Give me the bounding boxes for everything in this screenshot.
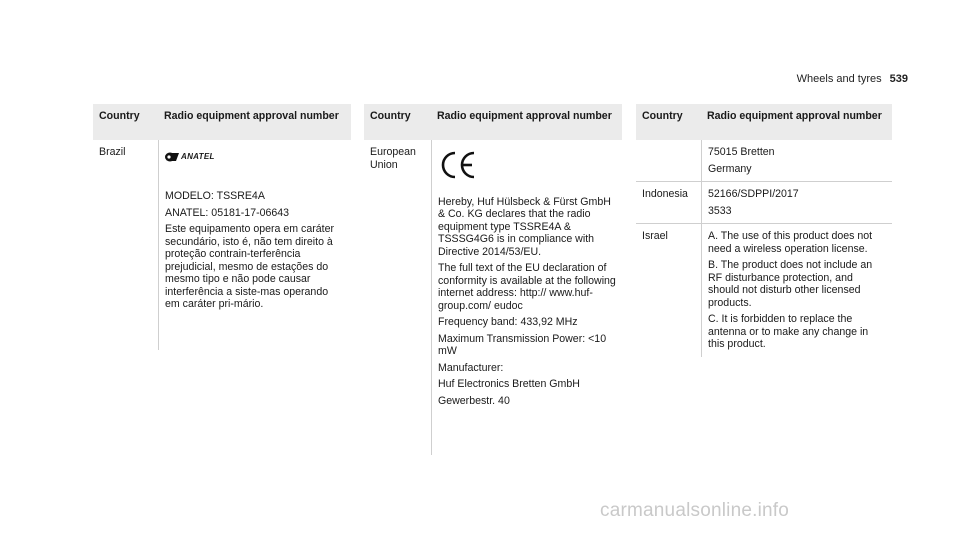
- table-row: [364, 140, 622, 455]
- approval-cell: [701, 224, 892, 357]
- text-line: 75015 Bretten: [708, 146, 775, 158]
- anatel-logo: [165, 150, 345, 164]
- text-line: MODELO: TSSRE4A: [165, 190, 265, 202]
- text-line: A. The use of this product does not need a wireless operation license.: [708, 230, 873, 255]
- country-cell: Indonesia: [642, 188, 688, 200]
- table-header: [93, 104, 351, 140]
- text-line: Frequency band: 433,92 MHz: [438, 316, 578, 328]
- ce-mark-icon: [438, 150, 478, 180]
- table-header: [636, 104, 892, 140]
- country-cell: Israel: [642, 230, 668, 242]
- approval-header: Radio equipment approval number: [707, 110, 882, 122]
- text-line: B. The product does not include an RF disturbance protection, and should not disturb other licensed products.: [708, 259, 873, 309]
- anatel-logo-text: ANATEL: [181, 151, 215, 161]
- text-line: 3533: [708, 204, 732, 217]
- page-number: 539: [889, 73, 908, 85]
- text-line: ANATEL: 05181-17-06643: [165, 206, 290, 219]
- text-line: Maximum Transmission Power: <10 mW: [438, 332, 607, 357]
- text-line: 52166/SDPPI/2017: [708, 188, 799, 200]
- text-line: Germany: [708, 162, 752, 175]
- country-header: Country: [370, 110, 411, 122]
- approval-table-cont: [636, 104, 892, 357]
- country-cell: [636, 140, 701, 181]
- approval-table-eu: [364, 104, 622, 455]
- approval-cell: [701, 182, 892, 223]
- table-row: [93, 140, 351, 350]
- table-row: [636, 181, 892, 223]
- country-header: Country: [642, 110, 683, 122]
- text-line: The full text of the EU declaration of conformity is available at the following internet address: http:// www.huf-group.com/ eudoc: [438, 262, 616, 312]
- approval-table-brazil: [93, 104, 351, 350]
- text-line: Gewerbestr. 40: [438, 394, 510, 407]
- approval-header: Radio equipment approval number: [437, 110, 612, 122]
- text-line: Este equipamento opera em caráter secundário, isto é, não tem direito à proteção contrain-terferência prejudicial, mesmo de estações do mesmo tipo e não pode causar interferência a siste-mas operando em caráter pri-mário.: [165, 223, 335, 310]
- approval-header: Radio equipment approval number: [164, 110, 339, 122]
- approval-cell: [158, 140, 351, 350]
- section-title: Wheels and tyres: [796, 73, 882, 85]
- watermark: carmanualsonline.info: [600, 500, 790, 521]
- table-row: [636, 140, 892, 181]
- approval-cell: [431, 140, 622, 455]
- text-line: Hereby, Huf Hülsbeck & Fürst GmbH & Co. KG declares that the radio equipment type TSSRE4A & TSSSG4G6 is in compliance with Directive 2014/53/EU.: [438, 195, 611, 258]
- table-header: [364, 104, 622, 140]
- ce-mark: [438, 150, 616, 184]
- country-cell: Brazil: [99, 146, 126, 158]
- page-header: [797, 73, 908, 85]
- text-line: C. It is forbidden to replace the antenna or to make any change in this product.: [708, 313, 869, 350]
- anatel-logo-icon: [165, 152, 179, 162]
- country-cell: European Union: [370, 146, 416, 171]
- text-line: Manufacturer:: [438, 361, 504, 374]
- country-header: Country: [99, 110, 140, 122]
- approval-cell: [701, 140, 892, 181]
- text-line: Huf Electronics Bretten GmbH: [438, 378, 580, 390]
- table-row: [636, 223, 892, 357]
